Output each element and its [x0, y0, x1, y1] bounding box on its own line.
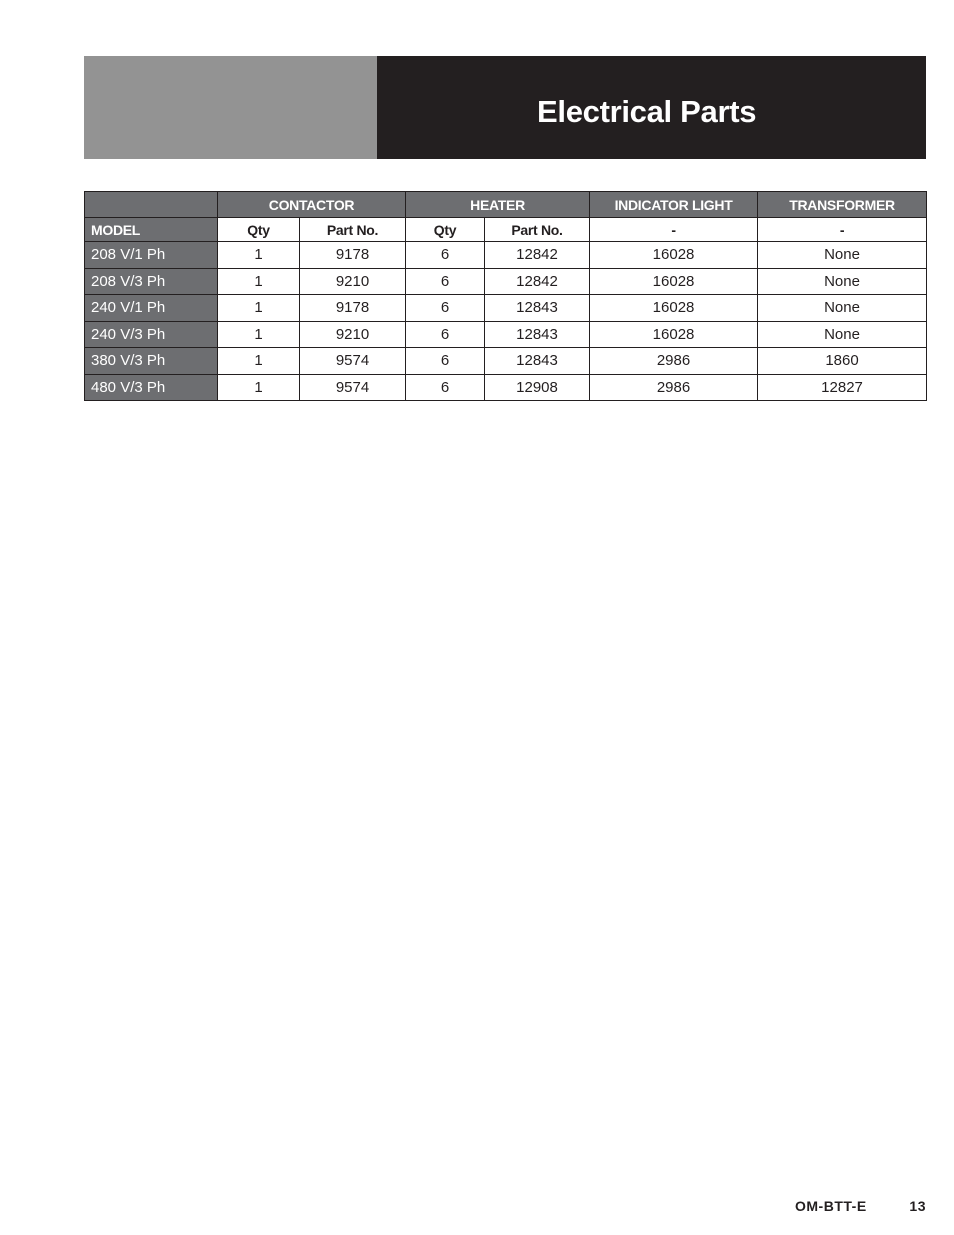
contactor-group-header: CONTACTOR [218, 192, 406, 218]
contactor-qty-cell: 1 [218, 295, 300, 322]
model-cell: 480 V/3 Ph [85, 374, 218, 401]
heater-part-cell: 12843 [485, 348, 590, 375]
transformer-cell: None [758, 242, 927, 269]
heater-qty-cell: 6 [406, 374, 485, 401]
contactor-qty-header: Qty [218, 218, 300, 242]
heater-qty-cell: 6 [406, 321, 485, 348]
heater-qty-cell: 6 [406, 268, 485, 295]
transformer-cell: None [758, 321, 927, 348]
page-title: Electrical Parts [537, 94, 757, 129]
contactor-part-cell: 9574 [300, 348, 406, 375]
transformer-cell: None [758, 295, 927, 322]
transformer-group-header: TRANSFORMER [758, 192, 927, 218]
indicator-light-cell: 16028 [590, 321, 758, 348]
heater-part-cell: 12908 [485, 374, 590, 401]
table-row [85, 348, 927, 375]
model-cell: 208 V/3 Ph [85, 268, 218, 295]
indicator-light-cell: 16028 [590, 268, 758, 295]
model-column-header: MODEL [85, 218, 218, 242]
document-code: OM-BTT-E [795, 1198, 867, 1214]
contactor-qty-cell: 1 [218, 321, 300, 348]
contactor-part-cell: 9574 [300, 374, 406, 401]
indicator-light-cell: 2986 [590, 348, 758, 375]
model-cell: 240 V/3 Ph [85, 321, 218, 348]
electrical-parts-table [84, 191, 927, 401]
model-cell: 208 V/1 Ph [85, 242, 218, 269]
heater-qty-cell: 6 [406, 348, 485, 375]
contactor-part-cell: 9210 [300, 321, 406, 348]
table-row [85, 268, 927, 295]
page-header-banner [84, 56, 926, 159]
table-row [85, 295, 927, 322]
transformer-cell: 12827 [758, 374, 927, 401]
transformer-cell: None [758, 268, 927, 295]
heater-part-cell: 12843 [485, 295, 590, 322]
model-cell: 380 V/3 Ph [85, 348, 218, 375]
heater-qty-cell: 6 [406, 295, 485, 322]
banner-dark-block [377, 56, 926, 159]
contactor-part-cell: 9178 [300, 295, 406, 322]
indicator-light-sub-header: - [590, 218, 758, 242]
indicator-light-cell: 16028 [590, 295, 758, 322]
indicator-light-group-header: INDICATOR LIGHT [590, 192, 758, 218]
contactor-qty-cell: 1 [218, 374, 300, 401]
page-footer [0, 1198, 926, 1218]
heater-part-header: Part No. [485, 218, 590, 242]
heater-qty-header: Qty [406, 218, 485, 242]
contactor-part-cell: 9178 [300, 242, 406, 269]
heater-part-cell: 12843 [485, 321, 590, 348]
contactor-qty-cell: 1 [218, 242, 300, 269]
indicator-light-cell: 16028 [590, 242, 758, 269]
heater-group-header: HEATER [406, 192, 590, 218]
banner-gray-block [84, 56, 377, 159]
heater-part-cell: 12842 [485, 268, 590, 295]
heater-part-cell: 12842 [485, 242, 590, 269]
model-cell: 240 V/1 Ph [85, 295, 218, 322]
group-header-row [85, 192, 927, 218]
contactor-qty-cell: 1 [218, 348, 300, 375]
contactor-qty-cell: 1 [218, 268, 300, 295]
contactor-part-header: Part No. [300, 218, 406, 242]
sub-header-row [85, 218, 927, 242]
transformer-cell: 1860 [758, 348, 927, 375]
page-number: 13 [909, 1198, 926, 1214]
indicator-light-cell: 2986 [590, 374, 758, 401]
heater-qty-cell: 6 [406, 242, 485, 269]
empty-corner-cell [85, 192, 218, 218]
table-row [85, 321, 927, 348]
transformer-sub-header: - [758, 218, 927, 242]
table-row [85, 374, 927, 401]
contactor-part-cell: 9210 [300, 268, 406, 295]
table-row [85, 242, 927, 269]
